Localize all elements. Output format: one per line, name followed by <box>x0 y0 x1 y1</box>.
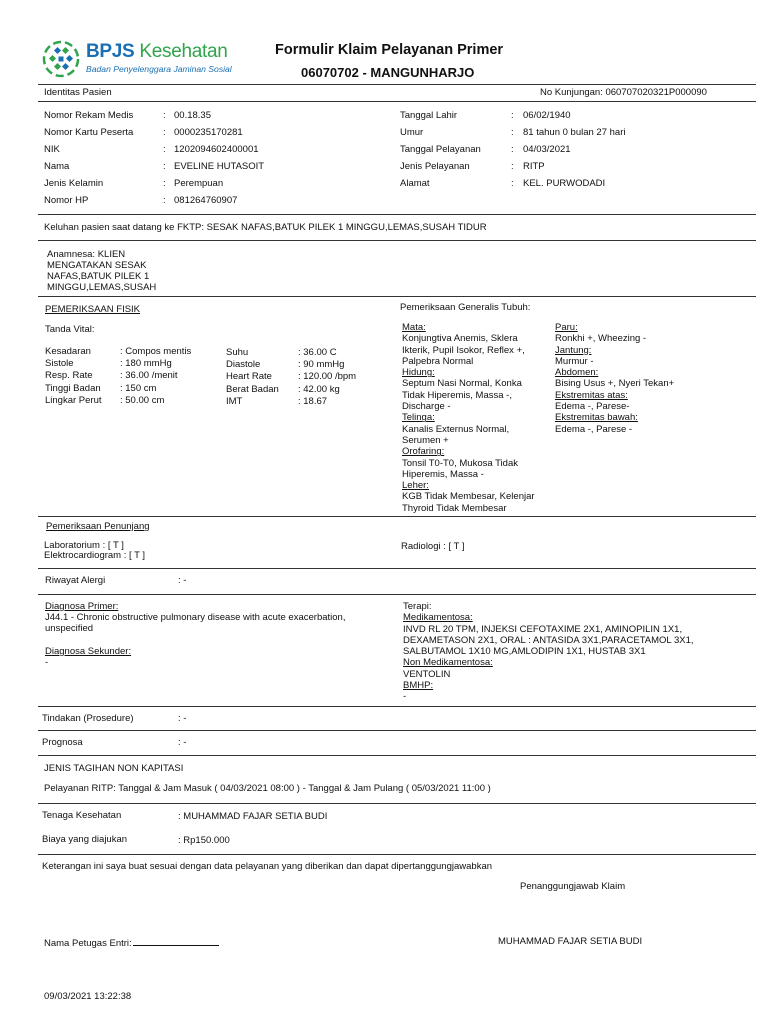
medikamentosa-line-2: DEXAMETASON 2X1, ORAL : ANTASIDA 3X1,PARACETAMOL 3X1, <box>403 635 694 646</box>
keterangan-text: Keterangan ini saya buat sesuai dengan data pelayanan yang diberikan dan dapat dipertanggungjawabkan <box>42 861 493 872</box>
divider <box>38 84 756 85</box>
medikamentosa-line-3: SALBUTAMOL 1X10 MG,AMLODIPIN 1X1, HUSTAB 3X1 <box>403 646 646 657</box>
tenaga-label: Tenaga Kesehatan <box>42 810 122 821</box>
tenaga-value: : MUHAMMAD FAJAR SETIA BUDI <box>178 811 328 822</box>
non-medikamentosa-value: VENTOLIN <box>403 669 451 680</box>
colon: : <box>163 144 166 155</box>
divider <box>38 516 756 517</box>
petugas-entri-label <box>44 936 219 949</box>
colon: : <box>163 195 166 206</box>
generalis-col1-line: Konjungtiva Anemis, Sklera <box>402 333 518 345</box>
form-subtitle: 06070702 - MANGUNHARJO <box>301 65 475 80</box>
colon: : <box>163 110 166 121</box>
diagnosa-primer-line-1: J44.1 - Chronic obstructive pulmonary disease with acute exacerbation, <box>45 612 346 623</box>
diagnosa-sekunder-value: - <box>45 657 49 668</box>
vital-label: Kesadaran <box>45 346 91 357</box>
anamnesa-line-4: MINGGU,LEMAS,SUSAH <box>47 282 157 293</box>
label-kartu-peserta: Nomor Kartu Peserta <box>44 127 134 138</box>
generalis-col1-line: Thyroid Tidak Membesar <box>402 502 507 514</box>
generalis-col1-line: Telinga: <box>402 412 435 424</box>
tagihan-line: Pelayanan RITP: Tanggal & Jam Masuk ( 04/03/2021 08:00 ) - Tanggal & Jam Pulang ( 05/03/2021 11:00 ) <box>44 783 491 794</box>
tagihan-heading: JENIS TAGIHAN NON KAPITASI <box>44 763 184 774</box>
label-jenis-kelamin: Jenis Kelamin <box>44 178 104 189</box>
penunjang-lab: Laboratorium : [ T ] <box>44 540 124 551</box>
colon: : <box>511 127 514 138</box>
vital-value: : 120.00 /bpm <box>298 371 357 382</box>
value-nik: 1202094602400001 <box>174 144 259 155</box>
vital-value: : 36.00 /menit <box>120 370 178 381</box>
generalis-col2-line: Ekstremitas bawah: <box>555 412 638 424</box>
penunjang-ekg: Elektrocardiogram : [ T ] <box>44 550 146 561</box>
anamnesa-line-3: NAFAS,BATUK PILEK 1 <box>47 271 150 282</box>
vital-label: Suhu <box>226 347 249 358</box>
alergi-value: : - <box>178 575 187 586</box>
label-jenis-pelayanan: Jenis Pelayanan <box>400 161 470 172</box>
divider <box>38 706 756 707</box>
penunjang-radiologi: Radiologi : [ T ] <box>401 541 465 552</box>
generalis-column-1 <box>402 322 535 514</box>
generalis-col2-line: Ronkhi +, Wheezing - <box>555 333 647 345</box>
divider <box>38 568 756 569</box>
generalis-heading: Pemeriksaan Generalis Tubuh: <box>400 302 531 313</box>
generalis-col2-line: Murmur - <box>555 355 594 367</box>
divider <box>38 101 756 102</box>
generalis-col2-line: Abdomen: <box>555 367 599 379</box>
vital-value: : 150 cm <box>120 383 157 394</box>
generalis-col2-line: Edema -, Parese - <box>555 423 633 435</box>
generalis-col1-line: Serumen + <box>402 434 449 446</box>
vital-label: Resp. Rate <box>45 370 93 381</box>
vital-label: IMT <box>226 396 243 407</box>
vital-value: : Compos mentis <box>120 346 192 357</box>
vital-value: : 50.00 cm <box>120 395 165 406</box>
value-jenis-kelamin: Perempuan <box>174 178 224 189</box>
signer-name: MUHAMMAD FAJAR SETIA BUDI <box>498 936 643 947</box>
value-kartu-peserta: 0000235170281 <box>174 127 243 138</box>
generalis-col1-line: Mata: <box>402 322 426 333</box>
colon: : <box>511 144 514 155</box>
bmhp-label: BMHP: <box>403 680 434 691</box>
vital-value: : 18.67 <box>298 396 328 407</box>
diagnosa-primer-label: Diagnosa Primer: <box>45 601 119 612</box>
colon: : <box>511 110 514 121</box>
value-nama: EVELINE HUTASOIT <box>174 161 265 172</box>
value-nomor-hp: 081264760907 <box>174 195 238 206</box>
penanggungjawab-label: Penanggungjawab Klaim <box>520 881 626 892</box>
generalis-col1-line: Septum Nasi Normal, Konka <box>402 378 522 390</box>
tanda-vital-label: Tanda Vital: <box>45 324 95 335</box>
anamnesa-line-2: MENGATAKAN SESAK <box>47 260 147 271</box>
form-title: Formulir Klaim Pelayanan Primer <box>275 42 504 58</box>
divider <box>38 854 756 855</box>
print-timestamp: 09/03/2021 13:22:38 <box>44 991 132 1002</box>
vital-value: : 42.00 kg <box>298 384 340 395</box>
divider <box>38 594 756 595</box>
colon: : <box>163 127 166 138</box>
generalis-col1-line: Hiperemis, Massa - <box>402 468 484 480</box>
label-tanggal-pelayanan: Tanggal Pelayanan <box>400 144 481 155</box>
medikamentosa-label: Medikamentosa: <box>403 612 473 623</box>
diagnosa-primer-line-2: unspecified <box>45 623 94 634</box>
generalis-col1-line: Tonsil T0-T0, Mukosa Tidak <box>402 457 518 469</box>
generalis-col2-line: Bising Usus +, Nyeri Tekan+ <box>555 378 675 390</box>
tindakan-value: : - <box>178 713 187 724</box>
generalis-col1-line: Kanalis Externus Normal, <box>402 423 510 435</box>
logo-tagline: Badan Penyelenggara Jaminan Sosial <box>86 64 232 74</box>
tindakan-label: Tindakan (Prosedure) <box>42 713 134 724</box>
value-jenis-pelayanan: RITP <box>523 161 545 172</box>
biaya-label: Biaya yang diajukan <box>42 834 128 845</box>
diagnosa-sekunder-label: Diagnosa Sekunder: <box>45 646 132 657</box>
anamnesa-line-1: Anamnesa: KLIEN <box>47 249 126 260</box>
vital-label: Diastole <box>226 359 261 370</box>
value-tanggal-pelayanan: 04/03/2021 <box>523 144 571 155</box>
vital-label: Heart Rate <box>226 371 272 382</box>
divider <box>38 240 756 241</box>
generalis-col1-line: Leher: <box>402 480 429 492</box>
medikamentosa-line-1: INVD RL 20 TPM, INJEKSI CEFOTAXIME 2X1, AMINOPILIN 1X1, <box>403 624 683 635</box>
vital-label: Sistole <box>45 358 74 369</box>
bmhp-value: - <box>403 691 407 702</box>
generalis-col1-line: Ikterik, Pupil Isokor, Reflex +, <box>402 344 525 356</box>
vital-label: Lingkar Perut <box>45 395 102 406</box>
no-kunjungan: No Kunjungan: 060707020321P000090 <box>540 87 707 98</box>
alergi-label: Riwayat Alergi <box>45 575 106 586</box>
colon: : <box>511 161 514 172</box>
divider <box>38 730 756 731</box>
prognosa-value: : - <box>178 737 187 748</box>
label-rekam-medis: Nomor Rekam Medis <box>44 110 134 121</box>
divider <box>38 755 756 756</box>
terapi-label: Terapi: <box>403 601 432 612</box>
label-umur: Umur <box>400 127 424 138</box>
prognosa-label: Prognosa <box>42 737 83 748</box>
vital-label: Tinggi Badan <box>45 383 101 394</box>
label-nama: Nama <box>44 161 70 172</box>
label-alamat: Alamat <box>400 178 430 189</box>
penunjang-heading: Pemeriksaan Penunjang <box>46 521 150 532</box>
generalis-col1-line: KGB Tidak Membesar, Kelenjar <box>402 491 535 503</box>
divider <box>38 803 756 804</box>
generalis-col1-line: Hidung: <box>402 367 435 379</box>
value-rekam-medis: 00.18.35 <box>174 110 211 121</box>
colon: : <box>511 178 514 189</box>
divider <box>38 214 756 215</box>
signature-line <box>133 936 219 946</box>
label-nomor-hp: Nomor HP <box>44 195 89 206</box>
colon: : <box>163 161 166 172</box>
vital-label: Berat Badan <box>226 384 279 395</box>
fisik-heading: PEMERIKSAAN FISIK <box>45 304 141 315</box>
vital-value: : 90 mmHg <box>298 359 345 370</box>
generalis-col2-line: Jantung: <box>555 344 592 356</box>
value-tanggal-lahir: 06/02/1940 <box>523 110 571 121</box>
non-medikamentosa-label: Non Medikamentosa: <box>403 657 493 668</box>
bpjs-emblem-icon <box>42 40 80 78</box>
generalis-col2-line: Edema -, Parese- <box>555 401 630 413</box>
identity-section-label: Identitas Pasien <box>44 87 112 98</box>
logo-wordmark: BPJS Kesehatan <box>86 41 228 62</box>
generalis-col2-line: Ekstremitas atas: <box>555 389 628 401</box>
biaya-value: : Rp150.000 <box>178 835 230 846</box>
colon: : <box>163 178 166 189</box>
vital-value: : 36.00 C <box>298 347 337 358</box>
petugas-entri-text: Nama Petugas Entri: <box>44 938 132 949</box>
generalis-col1-line: Orofaring: <box>402 446 445 458</box>
vital-value: : 180 mmHg <box>120 358 172 369</box>
generalis-col1-line: Tidak Hiperemis, Massa -, <box>402 389 512 401</box>
generalis-col1-line: Palpebra Normal <box>402 355 474 367</box>
generalis-column-2 <box>555 322 674 435</box>
generalis-col1-line: Discharge - <box>402 401 451 413</box>
bpjs-logo <box>42 40 232 80</box>
generalis-col2-line: Paru: <box>555 322 578 333</box>
label-tanggal-lahir: Tanggal Lahir <box>400 110 458 121</box>
value-umur: 81 tahun 0 bulan 27 hari <box>523 127 626 138</box>
value-alamat: KEL. PURWODADI <box>523 178 606 189</box>
divider <box>38 296 756 297</box>
label-nik: NIK <box>44 144 60 155</box>
keluhan-text: Keluhan pasien saat datang ke FKTP: SESAK NAFAS,BATUK PILEK 1 MINGGU,LEMAS,SUSAH TIDUR <box>44 222 487 233</box>
